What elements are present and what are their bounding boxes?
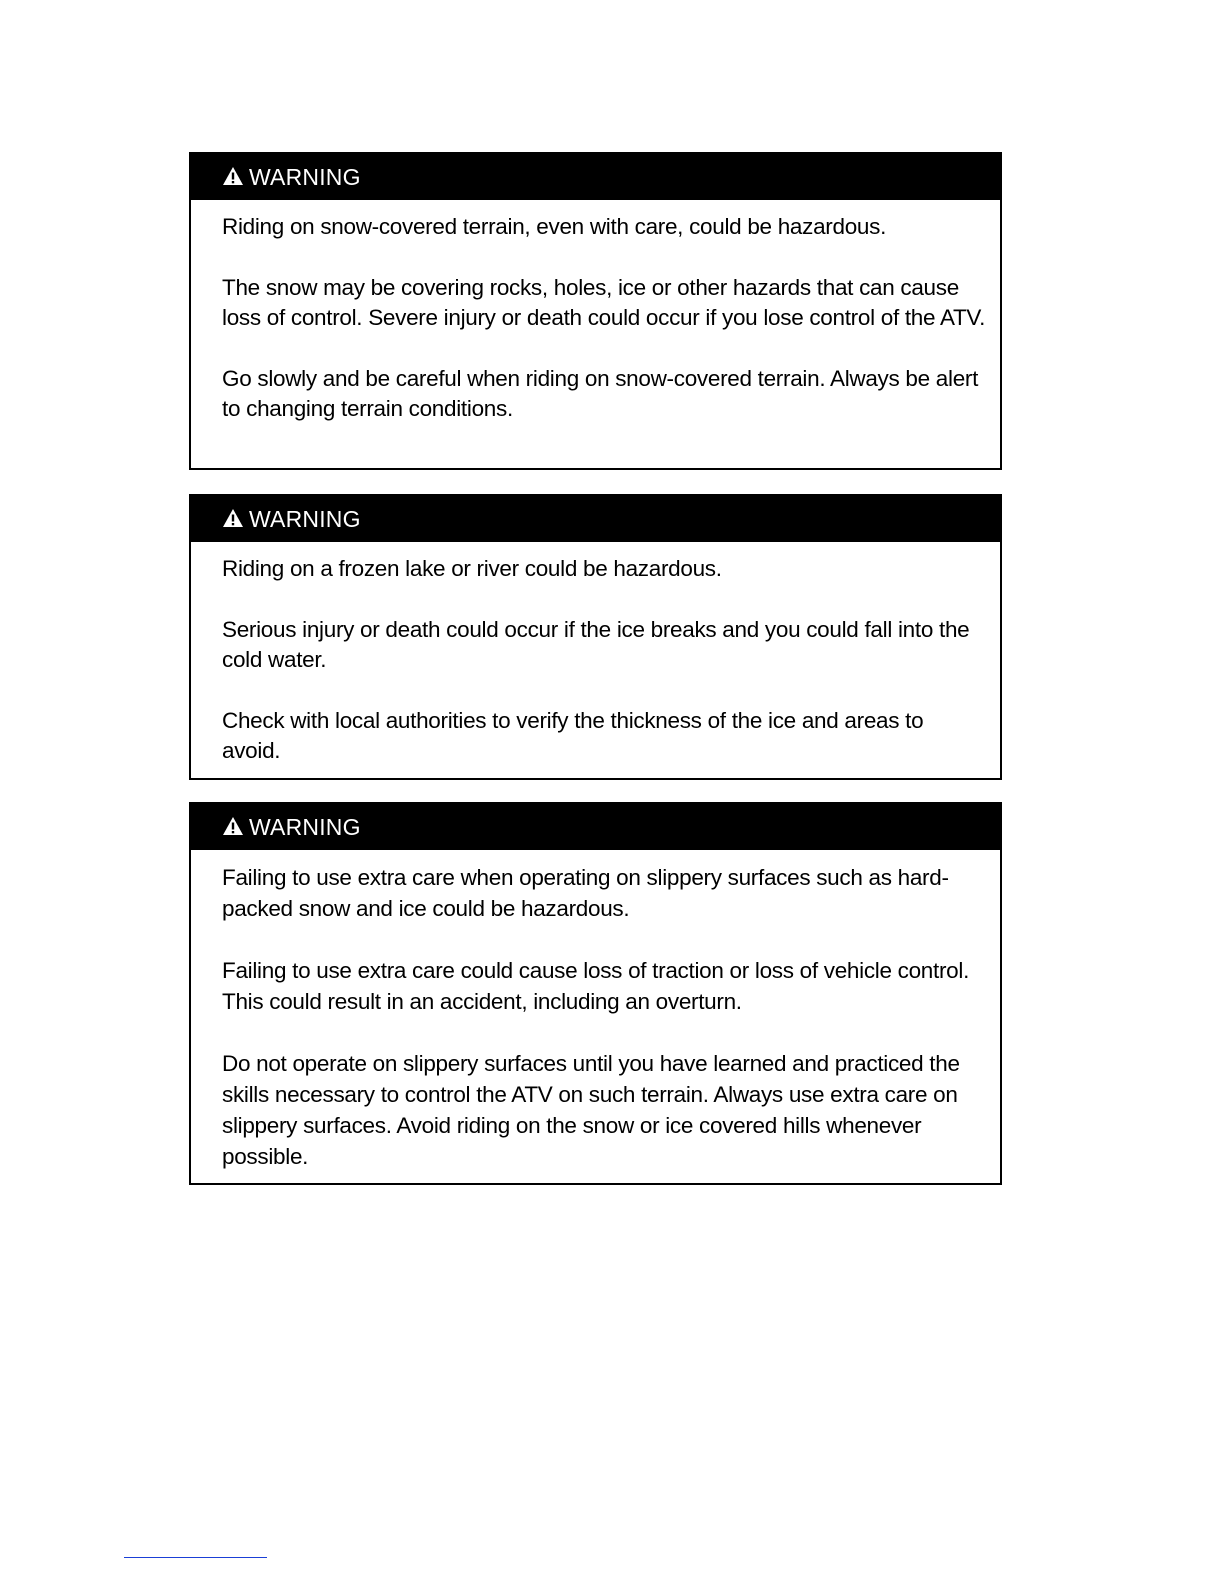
warning-paragraph: The snow may be covering rocks, holes, ice or other hazards that can cause loss of control. Severe injury or death could occur if you lose control of the ATV. <box>222 274 986 330</box>
warning-paragraph: Riding on a frozen lake or river could be hazardous. <box>222 556 722 581</box>
warning-paragraph: Go slowly and be careful when riding on snow-covered terrain. Always be alert to changing terrain conditions. <box>222 365 979 421</box>
warning-body <box>191 200 1000 435</box>
warning-paragraph: Failing to use extra care when operating on slippery surfaces such as hard-packed snow and ice could be hazardous. <box>222 865 949 921</box>
warning-header <box>191 804 1000 850</box>
warning-box-slippery-surfaces <box>189 802 1002 1185</box>
warning-box-frozen-lake <box>189 494 1002 780</box>
warning-header-label: WARNING <box>249 505 361 532</box>
warning-paragraph: Check with local authorities to verify the thickness of the ice and areas to avoid. <box>222 707 924 763</box>
warning-header <box>191 154 1000 200</box>
warning-paragraph: Serious injury or death could occur if the ice breaks and you could fall into the cold water. <box>222 616 970 672</box>
footer-rule <box>124 1557 267 1558</box>
warning-paragraph: Do not operate on slippery surfaces until you have learned and practiced the skills necessary to control the ATV on such terrain. Always use extra care on slippery surfaces. Avoid riding on the snow or ice covered hills whenever possible. <box>222 1051 960 1169</box>
warning-body <box>191 850 1000 1182</box>
warning-box-snow-terrain <box>189 152 1002 470</box>
warning-body <box>191 542 1000 777</box>
warning-triangle-icon <box>222 166 244 186</box>
warning-paragraph: Failing to use extra care could cause loss of traction or loss of vehicle control. This could result in an accident, including an overturn. <box>222 958 970 1014</box>
warning-header <box>191 496 1000 542</box>
warning-header-label: WARNING <box>249 813 361 840</box>
warning-triangle-icon <box>222 816 244 836</box>
warning-header-label: WARNING <box>249 163 361 190</box>
warning-triangle-icon <box>222 508 244 528</box>
warning-paragraph: Riding on snow-covered terrain, even with care, could be hazardous. <box>222 214 887 239</box>
